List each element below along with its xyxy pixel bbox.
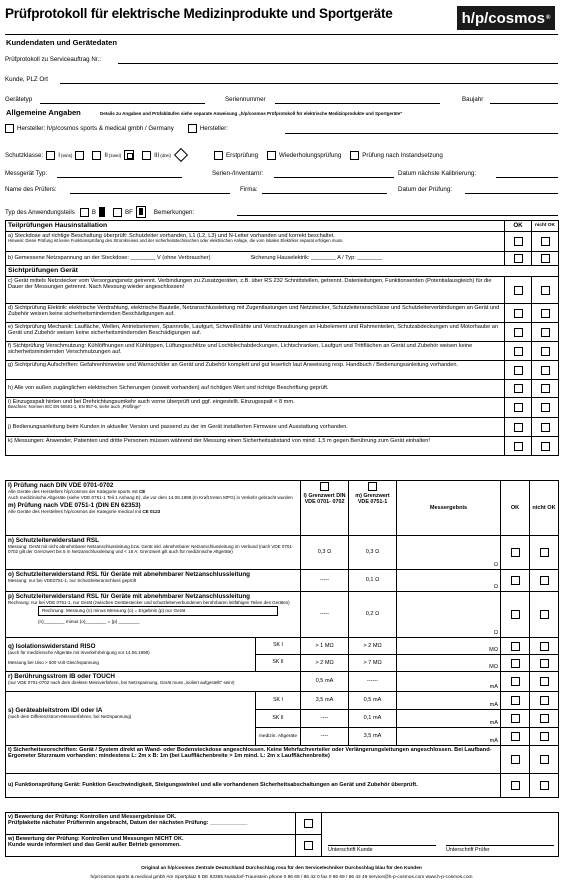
- table-row: [6, 570, 559, 592]
- item-k-ok-checkbox[interactable]: [514, 442, 523, 451]
- row-o-nok-checkbox[interactable]: [540, 576, 549, 585]
- item-h-ok-checkbox[interactable]: [514, 384, 523, 393]
- manufacturer-other-checkbox[interactable]: [188, 124, 197, 133]
- row-s3-limit-m: 3,5 mA: [349, 728, 397, 746]
- table-row: [6, 536, 559, 570]
- house-installation-heading: Teilprüfungen Hausinstallation: [6, 221, 505, 232]
- limit-l-checkbox[interactable]: [320, 482, 329, 491]
- row-n-ok-checkbox[interactable]: [511, 548, 520, 557]
- item-g: g) Sichtprüfung Aufschriften: Gefahrenhinweise und Warnschilder an Gerät und Zubehör komplett und gut leserlich laut Anweisung resp. Handbuch / Bedienungsanleitung vorhanden.: [6, 361, 505, 380]
- item-i-nok-checkbox[interactable]: [541, 403, 550, 412]
- row-o-ok-checkbox[interactable]: [511, 576, 520, 585]
- class-2-checkbox[interactable]: [92, 151, 101, 160]
- evaluation-v: v) Bewertung der Prüfung: Kontrollen und Messergebnisse OK. Prüfplakette nächster Prüftermin angebracht, Datum der nächsten Prüfung: ____________: [6, 813, 296, 835]
- item-d: d) Sichtprüfung Elektrik: elektrische Verdrahtung, elektrische Bauteile, Netzanschlussleitung mit Zugentlastungen und Netzstecker, Schutzleiteranschlüsse und Schutzleiterverbindungen an Gerät und Zubehör weisen keine sicherheitsmindernden Beschädigungen auf.: [6, 304, 505, 323]
- row-q2-nok-checkbox[interactable]: [540, 659, 549, 668]
- row-q1-ok-checkbox[interactable]: [511, 642, 520, 651]
- test-date-label: Datum der Prüfung:: [398, 186, 452, 193]
- result-header: Messergebnis: [397, 481, 501, 536]
- general-section-heading: Allgemeine Angaben: [6, 108, 81, 117]
- row-s1-limit-m: 0,5 mA: [349, 692, 397, 710]
- inventory-field[interactable]: [274, 177, 394, 178]
- title-divider: [5, 34, 558, 35]
- table-row: [6, 221, 559, 232]
- row-s3-ok-checkbox[interactable]: [511, 732, 520, 741]
- class-3-checkbox[interactable]: [142, 151, 151, 160]
- table-row: [6, 361, 559, 380]
- row-q2-class: SK II: [256, 655, 301, 672]
- row-s3-nok-checkbox[interactable]: [540, 732, 549, 741]
- item-j: j) Bedienungsanleitung beim Kunden in aktueller Version und passend zu der im Gerät installierten Firmware und Ausstattung vorhanden.: [6, 418, 505, 437]
- company-label: Firma:: [240, 186, 258, 193]
- class-2-label: II: [104, 151, 108, 159]
- item-j-ok-checkbox[interactable]: [514, 423, 523, 432]
- type-b-checkbox[interactable]: [80, 208, 89, 217]
- class-1-label: I: [58, 151, 60, 159]
- manufacturer-hp-checkbox[interactable]: [5, 124, 14, 133]
- row-s3-limit-l: ----: [301, 728, 349, 746]
- row-r-nok-checkbox[interactable]: [540, 677, 549, 686]
- evaluation-w: w) Bewertung der Prüfung: Kontrollen und Messungen NICHT OK. Kunde wurde informiert und das Gerät außer Betrieb genommen.: [6, 835, 296, 857]
- row-q1-nok-checkbox[interactable]: [540, 642, 549, 651]
- row-p-result-field[interactable]: Ω: [397, 592, 501, 638]
- row-s1-class: SK I: [256, 692, 301, 710]
- item-d-nok-checkbox[interactable]: [541, 309, 550, 318]
- manufacturer-row: [5, 124, 228, 133]
- row-n-result-field[interactable]: Ω: [397, 536, 501, 570]
- row-o-result-field[interactable]: Ω: [397, 570, 501, 592]
- protection-class-row: [5, 150, 443, 160]
- row-n-limit-m: 0,3 Ω: [349, 536, 397, 570]
- calibration-label: Datum nächste Kalibrierung:: [398, 170, 477, 177]
- item-k: k) Messungen: Anwender, Patienten und dritte Personen müssen während der Messung einen Sicherheitsabstand von mind. 1,5 m gegen Berührung zum Gerät einhalten!: [6, 437, 505, 456]
- row-t-ok-checkbox[interactable]: [511, 755, 520, 764]
- row-p-ok-checkbox[interactable]: [511, 610, 520, 619]
- row-s1-ok-checkbox[interactable]: [511, 696, 520, 705]
- row-s1-nok-checkbox[interactable]: [540, 696, 549, 705]
- type-bf-label: BF: [124, 208, 133, 216]
- row-n-nok-checkbox[interactable]: [540, 548, 549, 557]
- row-o-limit-l: -----: [301, 570, 349, 592]
- item-g-nok-checkbox[interactable]: [541, 366, 550, 375]
- manufacturer-other-field[interactable]: [285, 133, 558, 134]
- measurement-table: [5, 480, 559, 798]
- double-insulation-icon: [124, 150, 134, 160]
- table-row: [6, 774, 559, 798]
- row-p-limit-l: -----: [301, 592, 349, 638]
- build-year-field[interactable]: [490, 103, 558, 104]
- item-h-nok-checkbox[interactable]: [541, 384, 550, 393]
- type-b-person-icon: [99, 207, 105, 217]
- applied-part-label: Typ des Anwendungsteils: [5, 208, 75, 216]
- row-o-description: o) Schutzleiterwiderstand RSL für Geräte mit abnehmbarer Netzanschlussleitung Messung: nur bei VDE0751-1, nur Schutzleiteranschluss geprüft: [6, 570, 301, 592]
- item-e-nok-checkbox[interactable]: [541, 328, 550, 337]
- row-n-description: n) Schutzleiterwiderstand RSL Messung: Gerät mit nicht abnehmbarer Netzanschlussleitung bzw. Gerät inkl. abnehmbarer Netzanschlussleitung im Verbund (nach VDE 0701-0702 gilt der Grenzwert bis 5 m Netzanschlussleitung und < 16 A; Grenzwert gilt auch für medizinische Altgeräte): [6, 536, 301, 570]
- row-r-limit-m: ------: [349, 672, 397, 692]
- row-r-result-field[interactable]: mA: [397, 672, 501, 692]
- item-f-ok-checkbox[interactable]: [514, 347, 523, 356]
- type-bf-checkbox[interactable]: [113, 208, 122, 217]
- row-s2-result-field[interactable]: mA: [397, 710, 501, 728]
- table-row: [6, 323, 559, 342]
- row-r-ok-checkbox[interactable]: [511, 677, 520, 686]
- item-b-nok-checkbox[interactable]: [541, 254, 550, 263]
- row-p-description: p) Schutzleiterwiderstand RSL für Geräte mit abnehmbarer Netzanschlussleitung Rechnung: nur bei VDE 0751-1, nur Gerät (zwischen Gerätestecker und schutzleiterverbundenen berührbaren leitfähigen Teilen des Gerätes) Rechnung: Messung (n) minus Messung (o) = Ergebnis (p) nur Gerät (n)________ minus (o)________ = (p) ________: [6, 592, 301, 638]
- table-row: [6, 342, 559, 361]
- row-s3-class: medizin. Altgeräte: [256, 728, 301, 746]
- first-test-label: Erstprüfung: [226, 151, 259, 159]
- limit-l-header: l) Grenzwert DIN VDE 0701- 0702: [301, 481, 349, 536]
- row-s2-nok-checkbox[interactable]: [540, 714, 549, 723]
- row-u-nok-checkbox[interactable]: [540, 781, 549, 790]
- repeat-test-checkbox[interactable]: [267, 151, 276, 160]
- item-i-ok-checkbox[interactable]: [514, 403, 523, 412]
- hpcosmos-logo: h/p/cosmos ®: [457, 6, 555, 30]
- manufacturer-hp-label: Hersteller: h/p/cosmos sports & medical gmbh / Germany: [17, 125, 174, 132]
- item-c: c) Gerät mittels Netzstecker vom Versorgungsnetz getrennt. Verbindungen zu Zusatzgeräten, z.B. über RS 232 Schnittstellen, getrennt. Datenleitungen, Funktionserden (Potentialausgleich) für die Dauer der Messungen getrennt. Nach Messung wieder angeschlossen!: [6, 277, 505, 304]
- item-e-ok-checkbox[interactable]: [514, 328, 523, 337]
- inspection-table: [5, 220, 559, 456]
- item-b: b) Gemessene Netzspannung an der Steckdose: ________ V (ohne Verbraucher) Sicherung Hauselektrik: ________ A / Typ: ________: [6, 252, 505, 266]
- row-r-limit-l: 0,5 mA: [301, 672, 349, 692]
- table-row: [6, 380, 559, 398]
- remarks-label: Bemerkungen:: [153, 208, 195, 216]
- table-row: [6, 266, 559, 277]
- row-q2-limit-l: > 2 MΩ: [301, 655, 349, 672]
- calibration-field[interactable]: [496, 177, 558, 178]
- row-s1-result-field[interactable]: mA: [397, 692, 501, 710]
- row-s2-class: SK II: [256, 710, 301, 728]
- class-3-label: III: [154, 151, 160, 159]
- serial-number-label: Seriennummer: [225, 96, 266, 103]
- evaluation-v-checkbox[interactable]: [304, 819, 313, 828]
- row-o-limit-m: 0,1 Ω: [349, 570, 397, 592]
- item-g-ok-checkbox[interactable]: [514, 366, 523, 375]
- item-c-ok-checkbox[interactable]: [514, 286, 523, 295]
- class-3-sub: (drei): [160, 152, 172, 158]
- row-q1-result-field[interactable]: MΩ: [397, 638, 501, 655]
- row-t-nok-checkbox[interactable]: [540, 755, 549, 764]
- table-row: [6, 277, 559, 304]
- manufacturer-other-label: Hersteller:: [199, 125, 229, 132]
- build-year-label: Baujahr: [462, 96, 484, 103]
- type-b-label: B: [91, 208, 96, 216]
- row-q1-limit-l: > 1 MΩ: [301, 638, 349, 655]
- row-q1-limit-m: > 2 MΩ: [349, 638, 397, 655]
- test-date-field[interactable]: [465, 193, 558, 194]
- row-q2-limit-m: > 7 MΩ: [349, 655, 397, 672]
- inventory-label: Serien-/Inventarnr:: [212, 170, 264, 177]
- ok-header: OK: [501, 481, 530, 536]
- service-order-field[interactable]: [118, 63, 558, 64]
- row-s2-limit-l: ----: [301, 710, 349, 728]
- row-q2-ok-checkbox[interactable]: [511, 659, 520, 668]
- copy-distribution-note: Original an h/p/cosmos Zentrale Deutschland Durchschlag rosa für den Servicetechniker Durchschlag blau für den Kunden: [141, 866, 422, 871]
- repair-test-checkbox[interactable]: [350, 151, 359, 160]
- table-row: [6, 746, 559, 774]
- item-j-nok-checkbox[interactable]: [541, 423, 550, 432]
- table-row: [6, 692, 559, 710]
- device-type-field[interactable]: [40, 103, 205, 104]
- item-k-nok-checkbox[interactable]: [541, 442, 550, 451]
- item-b-ok-checkbox[interactable]: [514, 254, 523, 263]
- evaluation-w-checkbox[interactable]: [304, 841, 313, 850]
- row-p-nok-checkbox[interactable]: [540, 610, 549, 619]
- item-h: h) Alle von außen zugänglichen elektrischen Sicherungen (soweit vorhanden) auf richtigen Wert und richtige Beschriftung geprüft.: [6, 380, 505, 398]
- company-contact-line: h/p/cosmos sports & medical gmbh Am Sportplatz 8 DE 83365 Nussdorf-Traunstein phone 0 86 69 / 86 42 0 fax 0 86 69 / 86 42 49 service@h-p-cosmos.com www.h-p-cosmos.com: [90, 875, 473, 880]
- item-a-nok-checkbox[interactable]: [541, 237, 550, 246]
- ok-column-header: OK: [505, 221, 532, 232]
- row-p-limit-m: 0,2 Ω: [349, 592, 397, 638]
- row-s-description: s) Geräteableitstrom IDI oder IA (nach dem Differenzstrom-Messverfahren, bei Netzspannung): [6, 692, 256, 746]
- meter-type-field[interactable]: [57, 177, 182, 178]
- evaluation-table: [5, 812, 559, 857]
- customer-location-label: Kunde, PLZ Ort: [5, 76, 48, 83]
- row-t-description: t) Sicherheitsvorschriften: Gerät / System direkt an Wand- oder Bodensteckdose angeschlossen. Keine Mehrfachverteiler oder Verlängerungsleitungen angeschlossen. Bei Laufband-Ergometer Sturzraum vorhanden: mindestens L: 2m x B: 1m (bei Laufflächenbreite > 1m mind. L: 2m x Laufflächenbreite): [6, 746, 501, 774]
- row-s3-result-field[interactable]: mA: [397, 728, 501, 746]
- table-row: [6, 232, 559, 252]
- row-u-description: u) Funktionsprüfung Gerät: Funktion Geschwindigkeit, Steigungswinkel und alle vorhandenen Sicherheitsabschaltungen an Gerät und Zubehör überprüft.: [6, 774, 501, 798]
- protection-class-label: Schutzklasse:: [5, 151, 44, 159]
- repair-test-label: Prüfung nach Instandsetzung: [362, 151, 443, 159]
- tester-name-label: Name des Prüfers:: [5, 186, 57, 193]
- serial-number-field[interactable]: [275, 103, 440, 104]
- table-row: [6, 638, 559, 655]
- table-row: [6, 813, 559, 835]
- table-row: [6, 398, 559, 418]
- item-i: i) Einzugsspalt hinten und bei Drehrichtungsumkehr auch vorne überprüft und ggf. eingestellt. Einzugsspalt < 8 mm. Beachten: Normen IEC EN 60601-1, EN 957-6, siehe auch „Prüflinge": [6, 398, 505, 418]
- general-note: Details zu Angaben und Prüfabläufen siehe separate Anweisung „h/p/cosmos Prüfprotokoll für elektrische Medizinprodukte und Sportgeräte": [100, 111, 403, 116]
- test-standards-cell: l) Prüfung nach DIN VDE 0701-0702 Alle Geräte des Herstellers h/p/cosmos der Kategorie sports mit CE Auch medizinische Altgeräte (siehe VDE 0751-1 Teil 1 Anhang E), die vor dem 14.06.1998 (In Kraft treten MPG) in Verkehr gebracht wurden m) Prüfung nach VDE 0751-1 (DIN EN 62353) Alle Geräte des Herstellers h/p/cosmos der Kategorie medical mit CE 0123: [6, 481, 301, 536]
- table-row: [6, 252, 559, 266]
- row-r-description: r) Berührungsstrom IB oder TOUCH (nur VDE 0701-0702 nach dem direkten Messverfahren, bei Netzspannung, Gerät muss „isoliert aufgestellt" sein!): [6, 672, 301, 692]
- device-type-label: Gerätetyp: [5, 96, 33, 103]
- not-ok-header: nicht OK: [530, 481, 559, 536]
- table-row: [6, 437, 559, 456]
- tester-name-field[interactable]: [70, 193, 230, 194]
- class-1-sub: (eins): [60, 152, 73, 158]
- row-n-limit-l: 0,3 Ω: [301, 536, 349, 570]
- item-a: a) Steckdose auf richtige Beschaltung überprüft: Schutzleiter vorhanden, L1 (L2, L3) und N-Leiter vorhanden und korrekt beschaltet. Hinweis: Diese Prüfung ist keine Funktionsprüfung des Stromkreises und der sicherheitstechnischen oder elektrischen Anlage, die vom lokalen Elektriker separat erfolgen muss.: [6, 232, 505, 252]
- row-u-ok-checkbox[interactable]: [511, 781, 520, 790]
- limit-m-header: m) Grenzwert VDE 0751-1: [349, 481, 397, 536]
- row-q1-class: SK I: [256, 638, 301, 655]
- item-e: e) Sichtprüfung Mechanik: Laufläche, Wellen, Antriebsriemen, Spannrolle, Laufgurt, Schweißnähte und Verschraubungen an Hubelement und Rahmenteilen, Schutzabdeckungen und Motorhaube an Gerät und Zubehör weisen keine sicherheitsmindernden Beschädigungen auf.: [6, 323, 505, 342]
- item-c-nok-checkbox[interactable]: [541, 286, 550, 295]
- class-2-sub: (zwei): [108, 152, 122, 158]
- customer-section-heading: Kundendaten und Gerätedaten: [6, 38, 117, 47]
- class-1-checkbox[interactable]: [46, 151, 55, 160]
- ground-symbol-icon: [75, 151, 84, 160]
- table-row: [6, 481, 559, 536]
- signature-area: [322, 813, 559, 857]
- row-s2-ok-checkbox[interactable]: [511, 714, 520, 723]
- not-ok-column-header: nicht OK: [532, 221, 559, 232]
- remarks-field[interactable]: [237, 215, 558, 216]
- limit-m-checkbox[interactable]: [368, 482, 377, 491]
- row-q-description: q) Isolationswiderstand RISO (auch für medizinische Altgeräte mit Inverkehrbringung vor 14.06.1998) Messung bei Uiso > 500 Volt Gleichspannung: [6, 638, 256, 672]
- type-bf-person-icon: [136, 206, 146, 218]
- row-s2-limit-m: 0,1 mA: [349, 710, 397, 728]
- customer-signature[interactable]: Unterschrift Kunde: [328, 845, 436, 853]
- table-row: [6, 304, 559, 323]
- item-a-ok-checkbox[interactable]: [514, 237, 523, 246]
- first-test-checkbox[interactable]: [214, 151, 223, 160]
- table-row: [6, 592, 559, 638]
- table-row: [6, 418, 559, 437]
- item-d-ok-checkbox[interactable]: [514, 309, 523, 318]
- item-f: f) Sichtprüfung Verschmutzung: Kühlöffnungen und Kühlrippen, Lüftungsschlitze und Lochblechabdeckungen, Lichtschranken, Laufgurt und Trittflächen an Gerät und Zubehör weisen keine sicherheitsmindernden Verschmutzungen auf.: [6, 342, 505, 361]
- visual-inspection-heading: Sichtprüfungen Gerät: [6, 266, 505, 277]
- page-title: Prüfprotokoll für elektrische Medizinprodukte und Sportgeräte: [5, 6, 393, 21]
- tester-signature[interactable]: Unterschrift Prüfer: [446, 845, 554, 853]
- company-field[interactable]: [262, 193, 387, 194]
- table-row: [6, 672, 559, 692]
- class-3-diamond-icon: [174, 148, 188, 162]
- item-f-nok-checkbox[interactable]: [541, 347, 550, 356]
- customer-location-field[interactable]: [60, 83, 558, 84]
- row-q2-result-field[interactable]: MΩ: [397, 655, 501, 672]
- meter-type-label: Messgerät Typ:: [5, 170, 48, 177]
- applied-part-row: [5, 206, 194, 218]
- row-s1-limit-l: 3,5 mA: [301, 692, 349, 710]
- repeat-test-label: Wiederholungsprüfung: [279, 151, 342, 159]
- service-order-label: Prüfprotokoll zu Serviceauftrag Nr.:: [5, 56, 101, 63]
